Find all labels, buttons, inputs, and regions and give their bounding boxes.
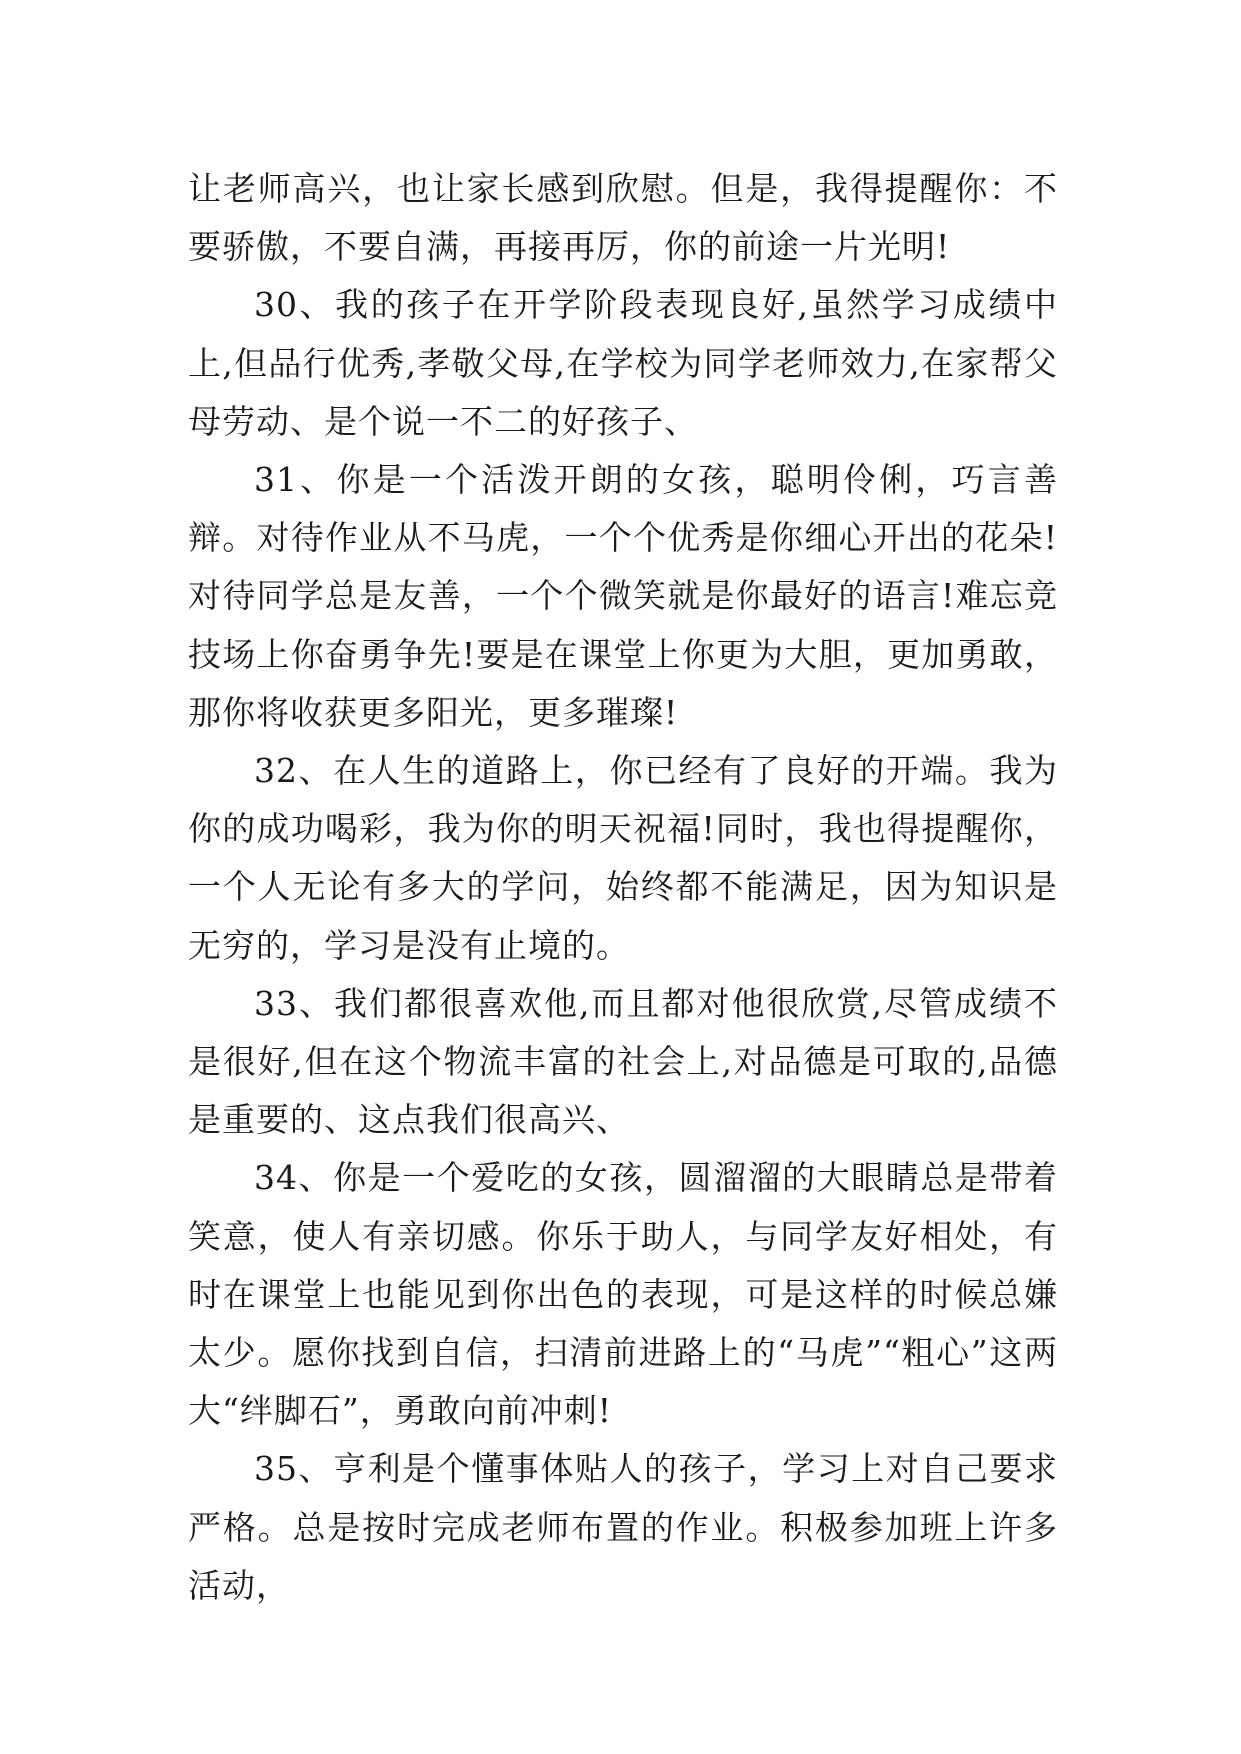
paragraph-33: 33、我们都很喜欢他,而且都对他很欣赏,尽管成绩不是很好,但在这个物流丰富的社会上,对品德是可取的,品德是重要的、这点我们很高兴、: [188, 983, 1058, 1140]
document-body: [188, 160, 1058, 1615]
paragraph-34: 34、你是一个爱吃的女孩，圆溜溜的大眼睛总是带着笑意，使人有亲切感。你乐于助人，与同学友好相处，有时在课堂上也能见到你出色的表现，可是这样的时候总嫌太少。愿你找到自信，扫清前进路上的“马虎”“粗心”这两大“绊脚石”，勇敢向前冲刺!: [188, 1158, 1058, 1431]
paragraph-30: 30、我的孩子在开学阶段表现良好,虽然学习成绩中上,但品行优秀,孝敬父母,在学校为同学老师效力,在家帮父母劳动、是个说一不二的好孩子、: [188, 285, 1058, 441]
paragraph-31: 31、你是一个活泼开朗的女孩，聪明伶俐，巧言善辩。对待作业从不马虎，一个个优秀是你细心开出的花朵!对待同学总是友善，一个个微笑就是你最好的语言!难忘竞技场上你奋勇争先!要是在课堂上你更为大胆，更加勇敢，那你将收获更多阳光，更多璀璨!: [188, 460, 1058, 732]
paragraph-32: 32、在人生的道路上，你已经有了良好的开端。我为你的成功喝彩，我为你的明天祝福!同时，我也得提醒你，一个人无论有多大的学问，始终都不能满足，因为知识是无穷的，学习是没有止境的。: [188, 751, 1058, 965]
paragraph-continued: 让老师高兴，也让家长感到欣慰。但是，我得提醒你：不要骄傲，不要自满，再接再厉，你的前途一片光明!: [188, 169, 1058, 267]
paragraph-35: 35、亨利是个懂事体贴人的孩子，学习上对自己要求严格。总是按时完成老师布置的作业。积极参加班上许多活动，: [188, 1449, 1058, 1605]
